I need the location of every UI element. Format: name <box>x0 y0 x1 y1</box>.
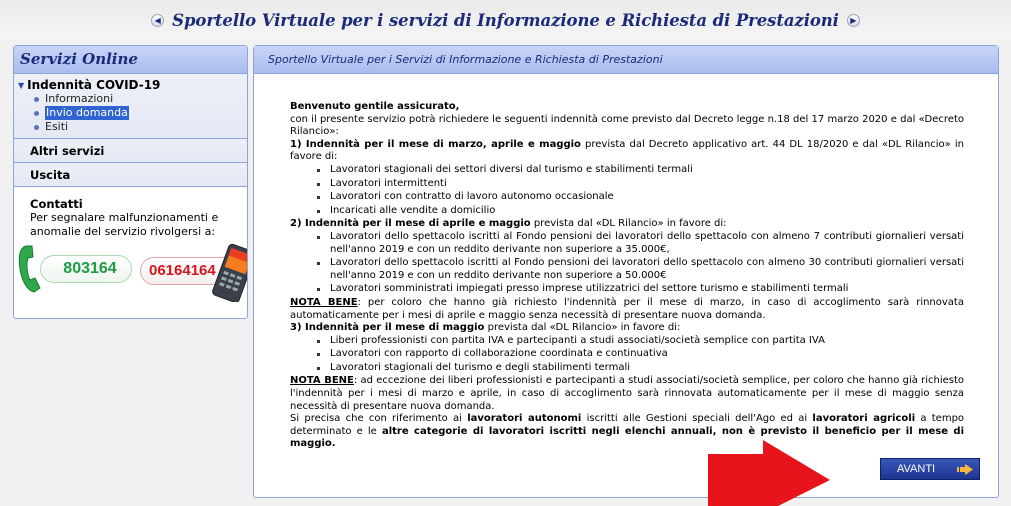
arrow-right-icon <box>957 464 973 475</box>
annotation-arrow-icon <box>708 440 830 506</box>
list-item: Lavoratori somministrati impiegati presso imprese utilizzatrici del settore turismo e stabilimenti termali <box>330 283 964 296</box>
nota-bene-label: NOTA BENE <box>290 296 358 308</box>
menu-group-covid <box>14 74 247 139</box>
menu-item-altri-servizi[interactable]: Altri servizi <box>14 139 247 163</box>
list-item: Lavoratori con contratto di lavoro autonomo occasionale <box>330 191 964 204</box>
sidebar <box>13 45 248 319</box>
contacts-title: Contatti <box>30 197 83 211</box>
closing-text <box>290 413 964 451</box>
bullet-icon <box>34 97 39 102</box>
sidebar-title: Servizi Online <box>14 46 247 74</box>
list-item: Lavoratori dello spettacolo iscritti al Fondo pensioni dei lavoratori dello spettacolo con almeno 7 contributi giornalieri versati nell'anno 2019 e con un reddito derivante non superiore a 35.000€, <box>330 230 964 255</box>
submenu-item-informazioni[interactable] <box>34 92 243 106</box>
list-item: Lavoratori dello spettacolo iscritti al Fondo pensioni dei lavoratori dello spettacolo con almeno 30 contributi giornalieri versati nell'anno 2019 e con un reddito derivante non superiore a 50.000€ <box>330 257 964 281</box>
phone-handset-icon <box>18 244 46 294</box>
menu-group-covid-title[interactable] <box>18 78 243 92</box>
main-content <box>290 101 964 451</box>
contacts <box>14 187 247 306</box>
main-panel-title: Sportello Virtuale per i Servizi di Informazione e Richiesta di Prestazioni <box>254 46 998 74</box>
list-item: Incaricati alle vendite a domicilio <box>330 205 964 218</box>
list-item: Lavoratori con rapporto di collaborazione coordinata e continuativa <box>330 348 964 361</box>
section-1-list <box>290 164 964 217</box>
avanti-button-label: AVANTI <box>897 463 936 475</box>
list-item: Liberi professionisti con partita IVA e partecipanti a studi associati/società semplice con partita IVA <box>330 335 964 348</box>
landline-number: 803164 <box>40 255 132 283</box>
nota-bene-label: NOTA BENE <box>290 375 354 387</box>
nota-bene-text: : ad eccezione dei liberi professionisti e partecipanti a studi associati/società semplice, per coloro che hanno già richiesto l'indennità per i mesi di marzo e aprile, in caso di accoglimento sarà rinnovata automaticamente per il mese di maggio senza necessità di presentare nuova domanda. <box>290 375 964 412</box>
bullet-icon <box>34 125 39 130</box>
submenu-item-label: Invio domanda <box>46 106 128 119</box>
nota-bene-text: : per coloro che hanno già richiesto l'indennità per il mese di marzo, in caso di accoglimento sarà rinnovata automaticamente per i mesi di aprile e maggio senza necessità di presentare nuova domanda. <box>290 296 964 321</box>
phone-numbers <box>30 242 231 306</box>
bullet-icon <box>34 111 39 116</box>
greeting: Benvenuto gentile assicurato, <box>290 101 460 112</box>
section-3-list <box>290 335 964 375</box>
submenu-item-invio-domanda[interactable] <box>34 106 243 120</box>
section-3-intro <box>290 322 964 335</box>
mobile-phone-icon <box>208 244 248 302</box>
main-panel <box>253 45 999 498</box>
mobile-number: 06164164 <box>140 257 240 285</box>
closing-bold: lavoratori autonomi <box>467 413 582 425</box>
closing-part: iscritti alle Gestioni speciali dell'Ago ed ai <box>581 413 813 425</box>
section-2-intro <box>290 218 964 231</box>
menu-group-label: Indennità COVID-19 <box>27 78 161 92</box>
chevron-left-icon[interactable]: ◀ <box>151 14 164 27</box>
chevron-right-icon[interactable]: ▶ <box>847 14 860 27</box>
section-3-note <box>290 375 964 413</box>
section-1-text: prevista dal Decreto applicativo art. 44 DL 18/2020 e dal «DL Rilancio» in favore di: <box>290 138 964 163</box>
menu-item-uscita[interactable]: Uscita <box>14 163 247 187</box>
submenu <box>18 92 243 134</box>
section-1-intro <box>290 139 964 164</box>
section-3-text: prevista dal «DL Rilancio» in favore di: <box>484 322 681 334</box>
page-title: Sportello Virtuale per i servizi di Informazione e Richiesta di Prestazioni <box>172 10 839 30</box>
submenu-item-esiti[interactable] <box>34 120 243 134</box>
section-2-heading: 2) Indennità per il mese di aprile e maggio <box>290 218 531 230</box>
intro-text: con il presente servizio potrà richiedere le seguenti indennità come previsto dal Decreto legge n.18 del 17 marzo 2020 e dal «Decreto Rilancio»: <box>290 113 964 138</box>
closing-bold: lavoratori agricoli <box>812 413 916 425</box>
avanti-button[interactable] <box>880 458 980 480</box>
section-3-heading: 3) Indennità per il mese di maggio <box>290 322 485 334</box>
section-2-text: prevista dal «DL Rilancio» in favore di: <box>530 218 727 230</box>
section-2-note <box>290 297 964 322</box>
section-1-heading: 1) Indennità per il mese di marzo, aprile e maggio <box>290 138 581 150</box>
list-item: Lavoratori stagionali dei settori diversi dal turismo e stabilimenti termali <box>330 164 964 177</box>
section-2-list <box>290 231 964 296</box>
list-item: Lavoratori intermittenti <box>330 178 964 191</box>
chevron-down-icon: ▼ <box>18 80 25 90</box>
contacts-text: Per segnalare malfunzionamenti e anomalie del servizio rivolgersi a: <box>30 211 219 238</box>
submenu-item-label: Informazioni <box>45 92 114 105</box>
closing-part: a tempo determinato e le <box>290 413 965 437</box>
list-item: Lavoratori stagionali del turismo e degli stabilimenti termali <box>330 362 964 375</box>
top-header <box>0 0 1011 40</box>
closing-bold: altre categorie di lavoratori iscritti negli elenchi annuali, non è previsto il beneficio per il mese di maggio. <box>290 425 965 450</box>
closing-part: Si precisa che con riferimento ai <box>290 413 468 425</box>
submenu-item-label: Esiti <box>45 120 69 133</box>
